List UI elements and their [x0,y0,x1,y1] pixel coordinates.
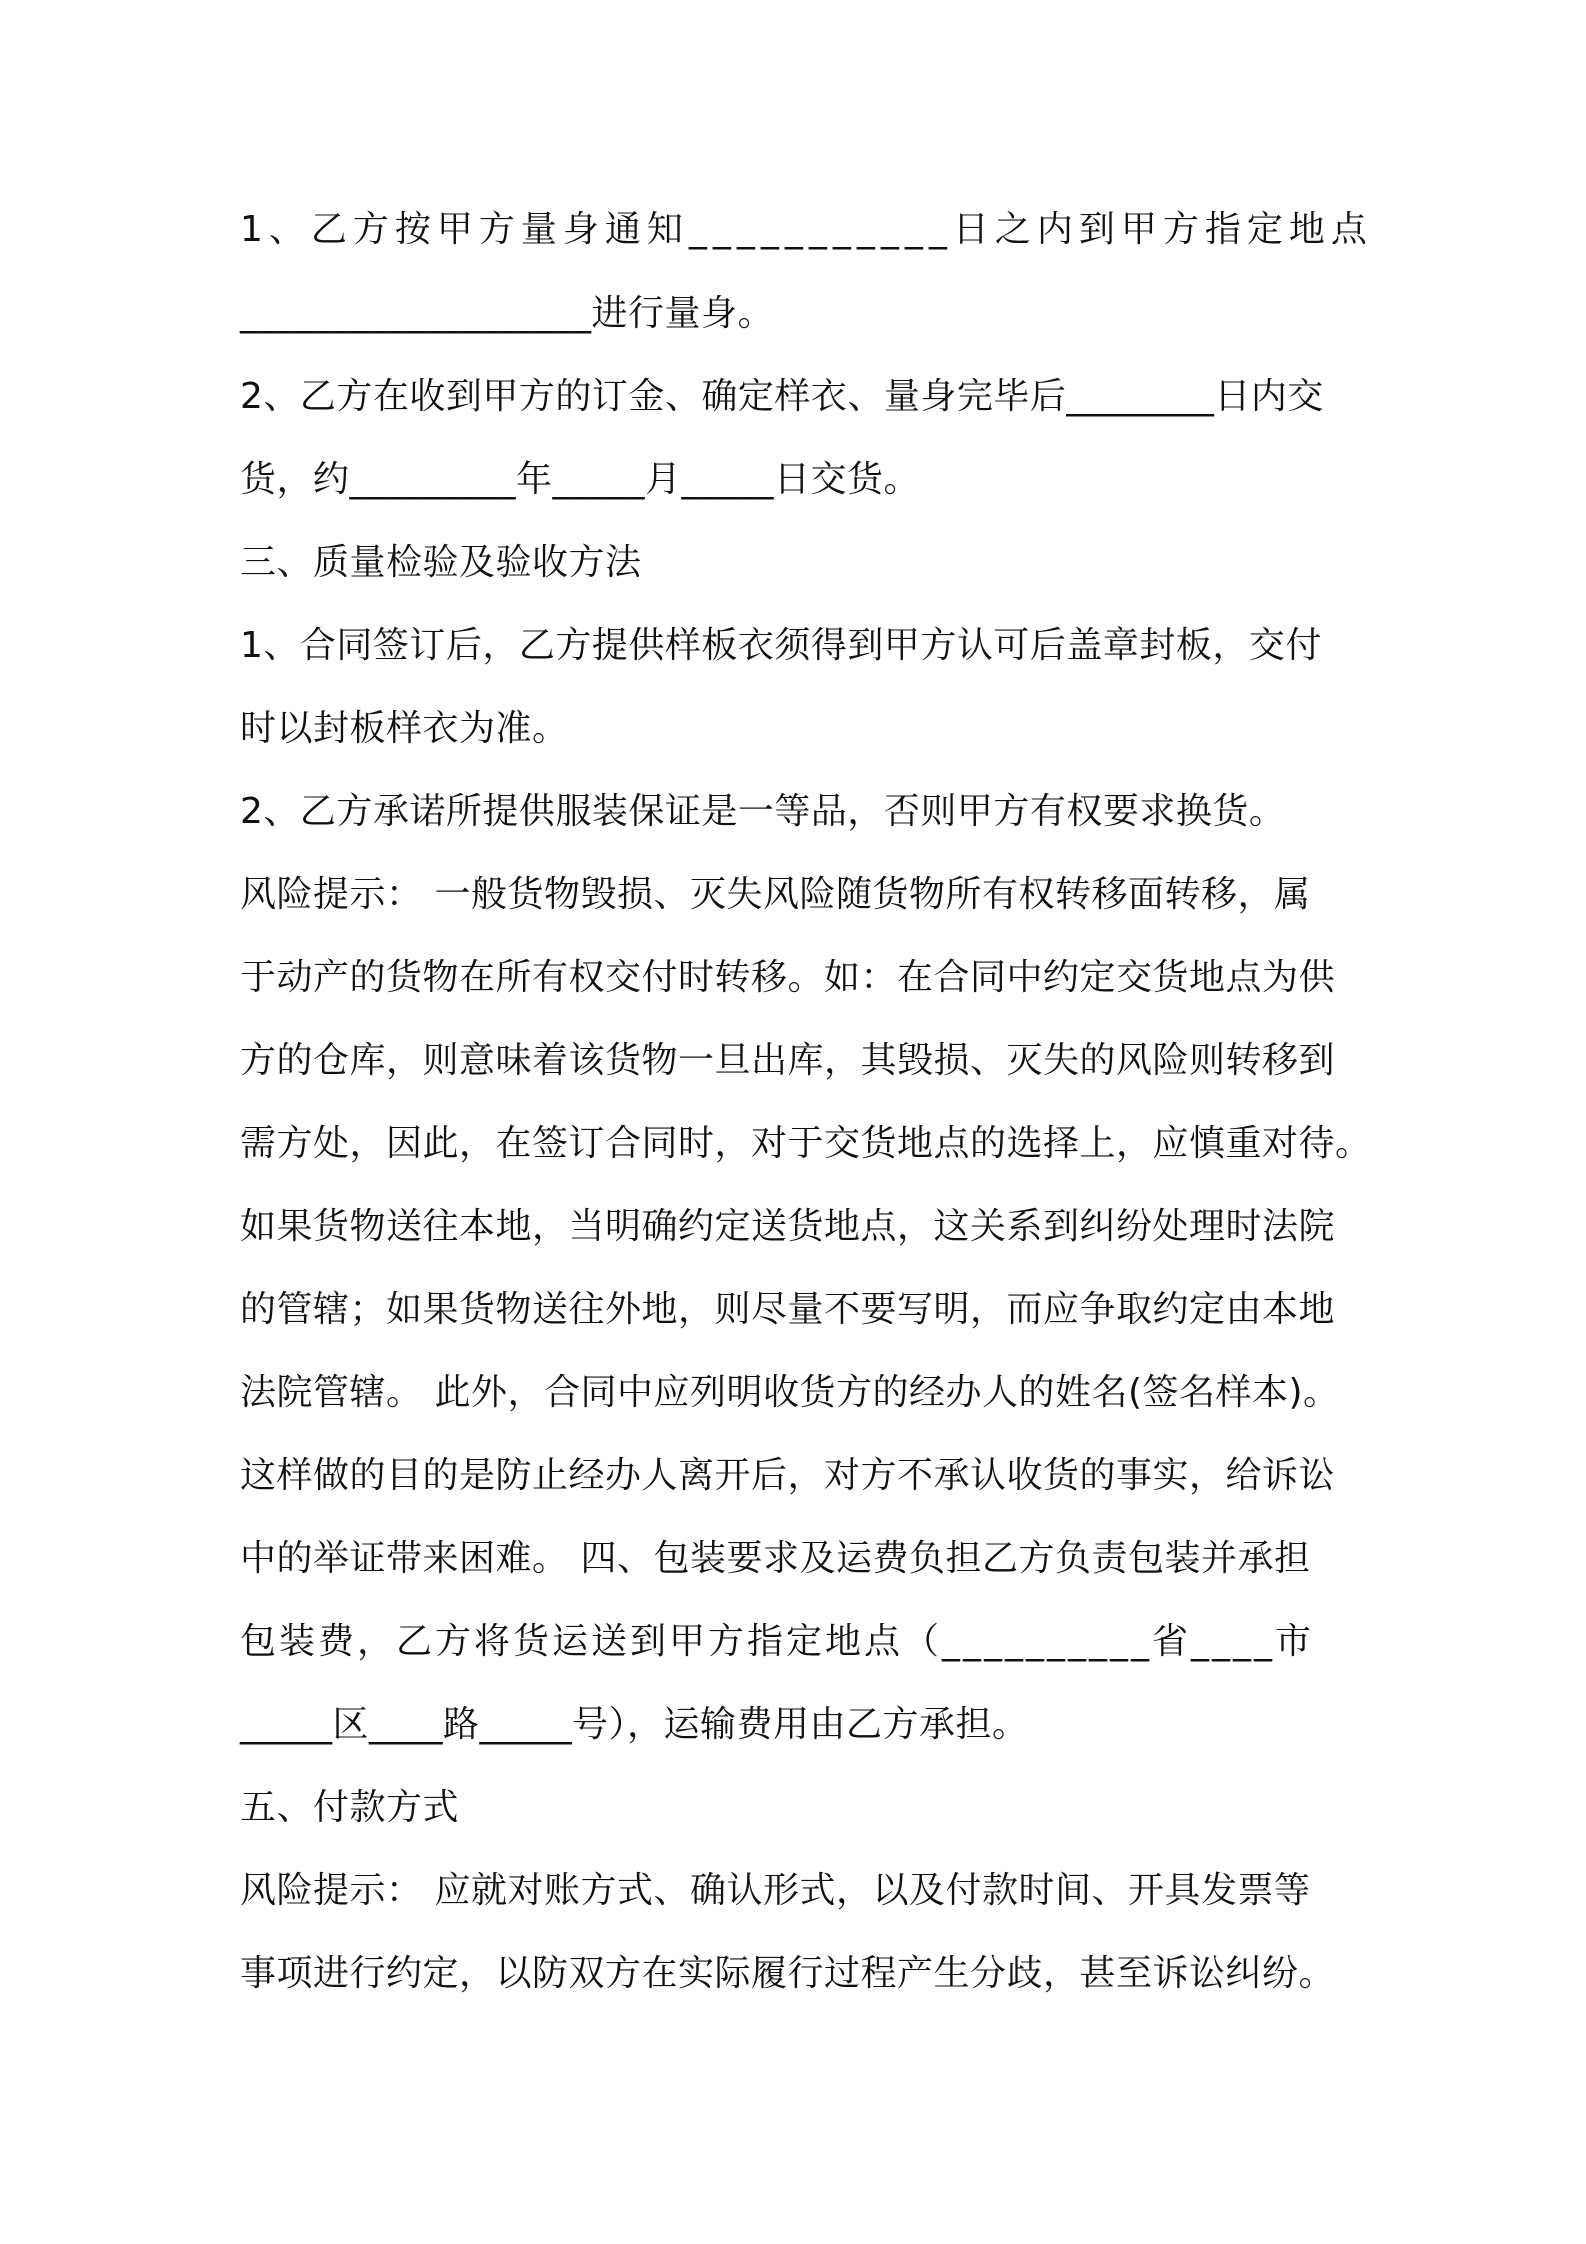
section-5-heading: 五、付款方式 [240,1787,460,1828]
risk-note-2-line-1: 风险提示： 应就对账方式、确认形式，以及付款时间、开具发票等 [240,1870,1311,1911]
risk-note-1-line-4: 需方处，因此，在签订合同时，对于交货地点的选择上，应慎重对待。 [240,1123,1372,1164]
clause-2-line-1: 2、乙方在收到甲方的订金、确定样衣、量身完毕后________日内交 [240,376,1324,417]
risk-note-1-line-2: 于动产的货物在所有权交付时转移。如：在合同中约定交货地点为供 [240,957,1336,998]
risk-note-1-line-8: 这样做的目的是防止经办人离开后，对方不承认收货的事实，给诉讼 [240,1455,1336,1496]
clause-1-line-1: 1、乙方按甲方量身通知___________日之内到甲方指定地点 [240,209,1373,250]
risk-note-1-line-7: 法院管辖。 此外，合同中应列明收货方的经办人的姓名(签名样本)。 [240,1372,1340,1413]
section-4-line-3: _____区____路_____号），运输费用由乙方承担。 [240,1704,1029,1745]
section-3-clause-1-line-1: 1、合同签订后，乙方提供样板衣须得到甲方认可后盖章封板，交付 [240,625,1322,666]
risk-note-1-line-3: 方的仓库，则意味着该货物一旦出库，其毁损、灭失的风险则转移到 [240,1040,1336,1081]
risk-note-1-line-5: 如果货物送往本地，当明确约定送货地点，这关系到纠纷处理时法院 [240,1206,1336,1247]
section-4-line-1: 中的举证带来困难。 四、包装要求及运费负担乙方负责包装并承担 [240,1538,1311,1579]
risk-note-1-line-6: 的管辖；如果货物送往外地，则尽量不要写明，而应争取约定由本地 [240,1289,1336,1330]
section-3-clause-2: 2、乙方承诺所提供服装保证是一等品，否则甲方有权要求换货。 [240,791,1286,832]
section-3-heading: 三、质量检验及验收方法 [240,542,642,583]
section-4-line-2: 包装费，乙方将货运送到甲方指定地点（__________省____市 [240,1621,1315,1662]
clause-2-line-2: 货，约_________年_____月_____日交货。 [240,459,921,500]
clause-1-line-2: ___________________进行量身。 [240,293,775,334]
section-3-clause-1-line-2: 时以封板样衣为准。 [240,708,569,749]
risk-note-1-line-1: 风险提示： 一般货物毁损、灭失风险随货物所有权转移面转移，属 [240,874,1311,915]
risk-note-2-line-2: 事项进行约定，以防双方在实际履行过程产生分歧，甚至诉讼纠纷。 [240,1953,1336,1994]
